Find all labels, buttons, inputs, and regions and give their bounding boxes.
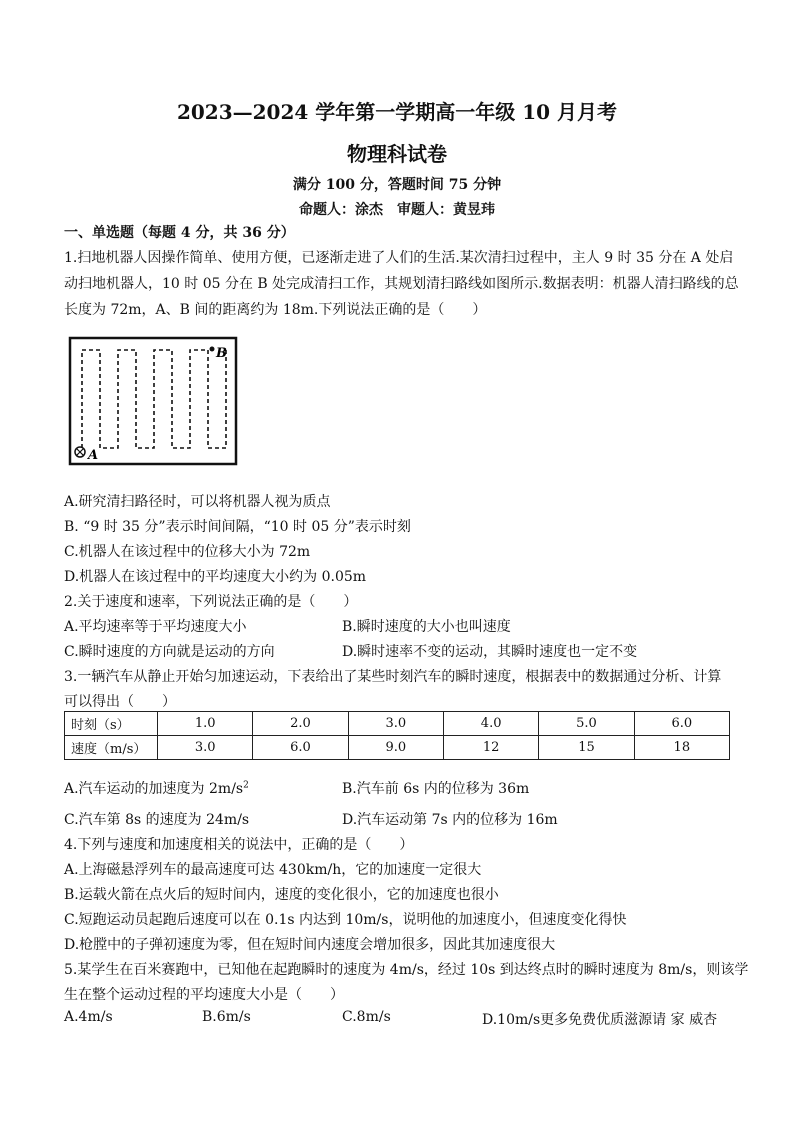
q4-option-d: D.枪膛中的子弹初速度为零，但在短时间内速度会增加很多，因此其加速度很大 bbox=[64, 937, 556, 953]
table-cell: 6.0 bbox=[634, 712, 729, 736]
point-a-label: A bbox=[88, 448, 99, 463]
q5-option-d-text: D.10m/s bbox=[482, 1012, 541, 1028]
q4-option-b: B.运载火箭在点火后的短时间内，速度的变化很小，它的加速度也很小 bbox=[64, 887, 499, 903]
q5-option-d bbox=[482, 1009, 717, 1029]
cleaning-route-path bbox=[82, 350, 226, 448]
table-row bbox=[65, 736, 730, 760]
exam-title: 2023—2024 学年第一学期高一年级 10 月月考 bbox=[176, 100, 618, 124]
footer-note: 更多免费优质滋源请 家 威杏 bbox=[540, 1012, 718, 1028]
end-point-marker bbox=[210, 347, 215, 352]
q3-stem-line1: 3.一辆汽车从静止开始匀加速运动，下表给出了某些时刻汽车的瞬时速度，根据表中的数据通过分析、计算 bbox=[64, 669, 722, 685]
table-cell: 3.0 bbox=[348, 712, 443, 736]
q1-stem-line2: 动扫地机器人，10 时 05 分在 B 处完成清扫工作，其规划清扫路线如图所示.数据表明：机器人清扫路线的总 bbox=[64, 276, 739, 292]
table-cell: 18 bbox=[634, 736, 729, 760]
table-cell: 12 bbox=[443, 736, 538, 760]
q3-option-d: D.汽车运动第 7s 内的位移为 16m bbox=[342, 812, 558, 828]
q4-stem: 4.下列与速度和加速度相关的说法中，正确的是（ ） bbox=[64, 837, 414, 853]
table-cell: 3.0 bbox=[158, 736, 253, 760]
table-cell: 6.0 bbox=[253, 736, 348, 760]
q4-option-a: A.上海磁悬浮列车的最高速度可达 430km/h，它的加速度一定很大 bbox=[64, 862, 482, 878]
q3-option-c: C.汽车第 8s 的速度为 24m/s bbox=[64, 812, 250, 828]
velocity-time-table bbox=[64, 711, 730, 760]
q4-option-c: C.短跑运动员起跑后速度可以在 0.1s 内达到 10m/s，说明他的加速度小，但速度变化得快 bbox=[64, 912, 627, 928]
q2-stem: 2.关于速度和速率，下列说法正确的是（ ） bbox=[64, 594, 358, 610]
q2-option-d: D.瞬时速率不变的运动，其瞬时速度也一定不变 bbox=[342, 644, 638, 660]
exam-authors: 命题人：涂杰 审题人：黄昱玮 bbox=[299, 202, 495, 218]
q3-option-a-exponent: 2 bbox=[243, 780, 249, 791]
exam-subtitle: 物理科试卷 bbox=[347, 142, 447, 166]
q5-option-c: C.8m/s bbox=[342, 1009, 391, 1025]
point-b-label: B bbox=[216, 346, 227, 361]
q5-option-b: B.6m/s bbox=[202, 1009, 251, 1025]
q3-stem-line2: 可以得出（ ） bbox=[64, 694, 176, 710]
cleaning-path-figure bbox=[68, 336, 238, 466]
section-heading: 一、单选题（每题 4 分，共 36 分） bbox=[64, 225, 295, 241]
q3-option-a-text: A.汽车运动的加速度为 2m/s bbox=[64, 781, 244, 797]
q1-option-b: B. “9 时 35 分”表示时间间隔，“10 时 05 分”表示时刻 bbox=[64, 519, 411, 535]
q2-option-a: A.平均速率等于平均速度大小 bbox=[64, 619, 247, 635]
table-cell: 9.0 bbox=[348, 736, 443, 760]
row-header-time: 时刻（s） bbox=[65, 712, 158, 736]
exam-meta: 满分 100 分，答题时间 75 分钟 bbox=[292, 177, 502, 193]
table-cell: 15 bbox=[539, 736, 634, 760]
q5-option-a: A.4m/s bbox=[64, 1009, 113, 1025]
q2-option-b: B.瞬时速度的大小也叫速度 bbox=[342, 619, 511, 635]
table-cell: 4.0 bbox=[443, 712, 538, 736]
table-cell: 1.0 bbox=[158, 712, 253, 736]
q5-stem-line2: 生在整个运动过程的平均速度大小是（ ） bbox=[64, 987, 344, 1003]
table-cell: 2.0 bbox=[253, 712, 348, 736]
q5-stem-line1: 5.某学生在百米赛跑中，已知他在起跑瞬时的速度为 4m/s，经过 10s 到达终点时的瞬时速度为 8m/s，则该学 bbox=[64, 962, 749, 978]
q1-option-c: C.机器人在该过程中的位移大小为 72m bbox=[64, 544, 311, 560]
q2-option-c: C.瞬时速度的方向就是运动的方向 bbox=[64, 644, 275, 660]
q1-stem-line1: 1.扫地机器人因操作简单、使用方便，已逐渐走进了人们的生活.某次清扫过程中，主人 9 时 35 分在 A 处启 bbox=[64, 250, 734, 266]
row-header-speed: 速度（m/s） bbox=[65, 736, 158, 760]
room-border bbox=[70, 338, 236, 464]
q1-option-d: D.机器人在该过程中的平均速度大小约为 0.05m bbox=[64, 569, 367, 585]
table-row bbox=[65, 712, 730, 736]
q1-option-a: A.研究清扫路径时，可以将机器人视为质点 bbox=[64, 494, 331, 510]
table-cell: 5.0 bbox=[539, 712, 634, 736]
q3-option-b: B.汽车前 6s 内的位移为 36m bbox=[342, 781, 530, 797]
q1-stem-line3: 长度为 72m，A、B 间的距离约为 18m.下列说法正确的是（ ） bbox=[64, 302, 487, 318]
q3-option-a bbox=[64, 778, 249, 798]
